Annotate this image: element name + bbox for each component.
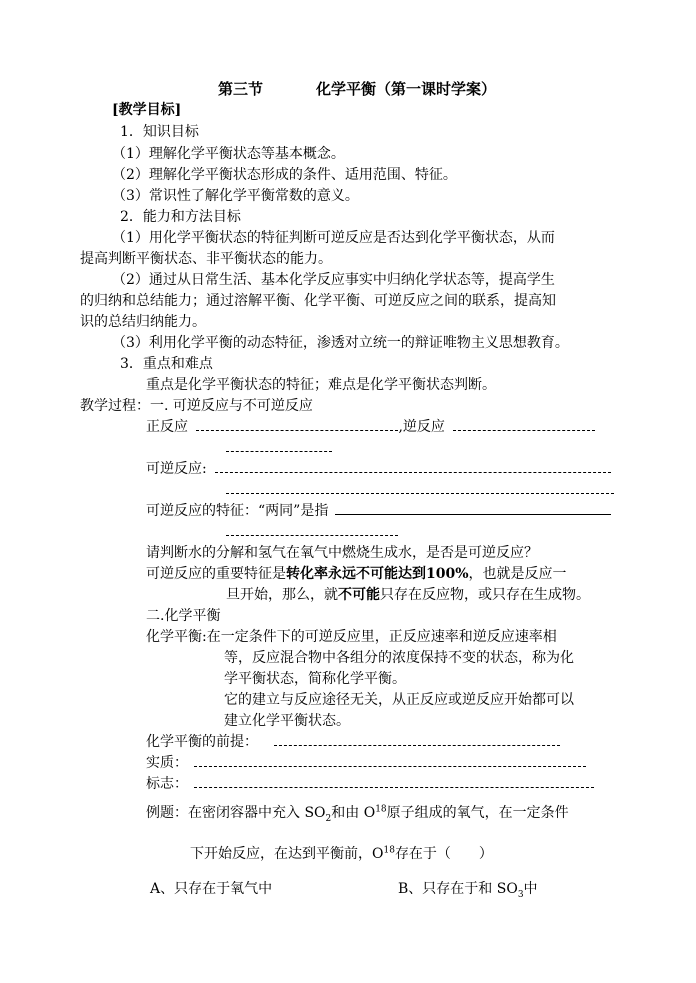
essence-line	[146, 753, 586, 773]
goal2-item1-line1: （1）用化学平衡状态的特征判断可逆反应是否达到化学平衡状态，从而	[112, 230, 555, 246]
process-line	[80, 396, 313, 416]
reversible-line	[146, 459, 611, 479]
premise-label: 化学平衡的前提：	[146, 734, 258, 750]
example2-post: 存在于（ ）	[394, 846, 493, 862]
feature2-pre: 旦开始，那么，就	[226, 587, 338, 603]
feature-bold: 转化率永远不可能达到100%	[286, 566, 469, 582]
features-label: 可逆反应的特征：“两同”是指	[146, 503, 329, 519]
option-b-pre: B、只存在于和 SO	[398, 881, 518, 897]
feature-line2	[226, 585, 590, 605]
sign-line	[146, 774, 594, 794]
goal3-text: 重点是化学平衡状态的特征；难点是化学平衡状态判断。	[146, 377, 496, 393]
feature2-post: 只存在反应物，或只存在生成物。	[380, 587, 590, 603]
question: 请判断水的分解和氢气在氧气中燃烧生成水，是否是可逆反应？	[146, 545, 538, 561]
example-pre: 例题：在密闭容器中充入 SO	[146, 805, 326, 821]
essence-label: 实质：	[146, 755, 188, 771]
feature2-bold: 不可能	[338, 587, 380, 603]
goal2-item2-line2: 的归纳和总结能力；通过溶解平衡、化学平衡、可逆反应之间的联系，提高知	[80, 293, 556, 309]
eq-def-line2: 等，反应混合物中各组分的浓度保持不变的状态，称为化	[224, 650, 574, 666]
features-line	[146, 501, 611, 521]
eq-def-line5: 建立化学平衡状态。	[224, 713, 350, 729]
feature-pre: 可逆反应的重要特征是	[146, 566, 286, 582]
eq-def-line1: 在一定条件下的可逆反应里，正反应速率和逆反应速率相	[206, 629, 557, 645]
features-blank-2-line	[226, 522, 398, 542]
premise-blank[interactable]	[274, 744, 560, 746]
option-b-post: 中	[523, 881, 538, 897]
eq-def-line4: 它的建立与反应途径无关，从正反应或逆反应开始都可以	[224, 692, 574, 708]
goal2-heading: 2．能力和方法目标	[120, 209, 241, 225]
reverse-blank-cont-line	[226, 438, 332, 458]
goal3-heading: 3．重点和难点	[120, 356, 213, 372]
goal2-item2-line1: （2）通过从日常生活、基本化学反应事实中归纳化学状态等，提高学生	[112, 272, 555, 288]
example-mid: 和由 O	[331, 805, 376, 821]
sign-label: 标志：	[146, 776, 188, 792]
part1-heading: 一. 可逆反应与不可逆反应	[150, 398, 313, 414]
forward-reverse-line	[146, 417, 595, 437]
goal1-item-1: （1）理解化学平衡状态等基本概念。	[112, 146, 345, 162]
features-blank[interactable]	[335, 513, 611, 515]
reversible-blank-2-line	[226, 480, 614, 500]
forward-blank[interactable]	[196, 429, 398, 431]
goal1-item-3: （3）常识性了解化学平衡常数的意义。	[112, 188, 359, 204]
reversible-blank-2[interactable]	[226, 492, 614, 494]
option-b	[398, 879, 538, 899]
goal1-item-2: （2）理解化学平衡状态形成的条件、适用范围、特征。	[112, 167, 457, 183]
reversible-label: 可逆反应:	[146, 461, 207, 477]
title-section: 第三节	[218, 80, 264, 98]
goals-heading: [教学目标]	[112, 102, 182, 118]
example2-sup: 18	[383, 845, 395, 856]
goal2-item1-line2: 提高判断平衡状态、非平衡状态的能力。	[80, 251, 332, 267]
page-title: 化学平衡（第一课时学案）	[316, 80, 497, 98]
feature-line1	[146, 564, 567, 584]
goal2-item2-line3: 识的总结归纳能力。	[80, 314, 206, 330]
example-sup: 18	[375, 804, 387, 815]
option-b-sub: 3	[517, 889, 524, 900]
example-post: 原子组成的氧气，在一定条件	[386, 805, 569, 821]
example-line1	[146, 803, 569, 823]
eq-def-line3: 学平衡状态，简称化学平衡。	[224, 671, 406, 687]
premise-line	[146, 732, 560, 752]
goal2-item3: （3）利用化学平衡的动态特征，渗透对立统一的辩证唯物主义思想教育。	[112, 335, 569, 351]
features-blank-2[interactable]	[226, 534, 398, 536]
feature-post: ，也就是反应一	[468, 566, 567, 582]
goal1-heading: 1．知识目标	[120, 124, 199, 140]
sign-blank[interactable]	[194, 786, 594, 788]
example-sub: 2	[325, 813, 332, 824]
reversible-blank[interactable]	[215, 471, 611, 473]
part2-heading: 二.化学平衡	[146, 608, 221, 624]
example-line2	[190, 844, 493, 864]
eq-line1	[146, 627, 557, 647]
process-label: 教学过程：	[80, 398, 150, 414]
option-a: A、只存在于氧气中	[150, 881, 273, 897]
forward-label: 正反应	[146, 419, 188, 435]
example2-pre: 下开始反应，在达到平衡前，O	[190, 846, 384, 862]
reverse-blank-cont[interactable]	[226, 450, 332, 452]
essence-blank[interactable]	[194, 765, 586, 767]
eq-label: 化学平衡:	[146, 629, 207, 645]
reverse-label: ,逆反应	[398, 419, 445, 435]
reverse-blank[interactable]	[453, 429, 595, 431]
